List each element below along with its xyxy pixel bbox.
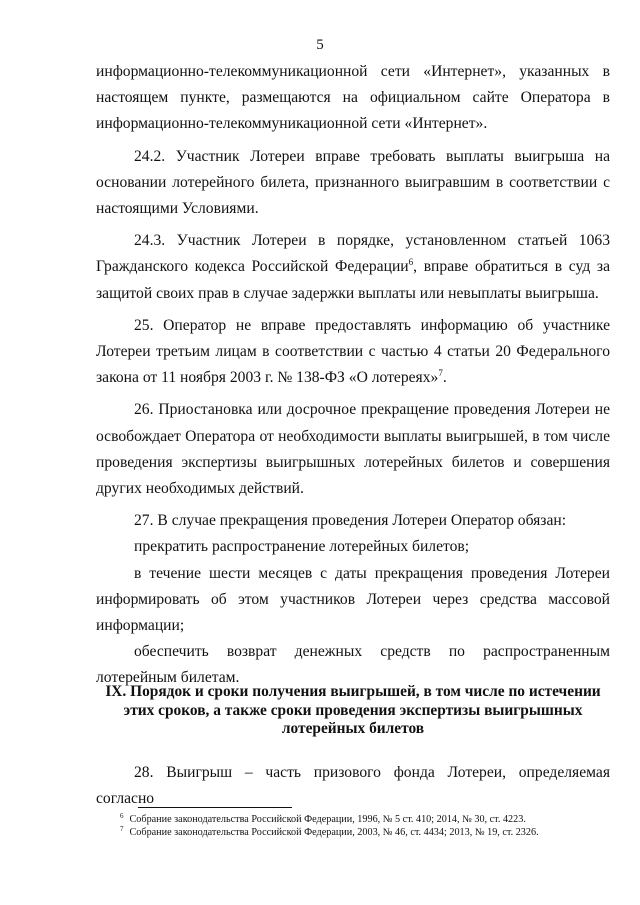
- footnote-6-text: Собрание законодательства Российской Федерации, 1996, № 5 ст. 410; 2014, № 30, ст. 4223.: [129, 814, 526, 825]
- footnote-mark-6: 6: [120, 811, 124, 820]
- paragraph-26: 26. Приостановка или досрочное прекращение проведения Лотереи не освобождает Оператора от необходимости выплаты выигрышей, в том числе проведения экспертизы выигрышных лотерейных билетов и совершения других необходимых действий.: [96, 401, 610, 498]
- paragraph-24-3: [96, 228, 610, 307]
- paragraph-24-3-text: 24.3. Участник Лотереи в порядке, установленном статьей 1063 Гражданского кодекса Российской Федерации: [96, 232, 610, 276]
- footnote-7-text: Собрание законодательства Российской Федерации, 2003, № 46, ст. 4434; 2013, № 19, ст. 2326.: [129, 827, 539, 838]
- paragraph-27-item-2: в течение шести месяцев с даты прекращения проведения Лотереи информировать об этом участников Лотереи через средства массовой информации;: [96, 564, 610, 635]
- paragraph-continuation: информационно-телекоммуникационной сети «Интернет», указанных в настоящем пункте, размещаются на официальном сайте Оператора в информационно-телекоммуникационной сети «Интернет».: [96, 63, 610, 133]
- footnote-6: [120, 813, 610, 826]
- paragraph-25: [96, 313, 610, 392]
- section-heading: [96, 683, 610, 739]
- footnote-ref-7: 7: [438, 368, 443, 379]
- footnote-7: [120, 826, 610, 839]
- footnote-divider: [138, 807, 292, 808]
- section-heading-line-2: этих сроков, а также сроки проведения экспертизы выигрышных: [123, 701, 583, 719]
- paragraph-27: 27. В случае прекращения проведения Лотереи Оператор обязан:: [134, 512, 567, 530]
- footnote-mark-7: 7: [120, 824, 124, 833]
- paragraph-25-text: 25. Оператор не вправе предоставлять информацию об участнике Лотереи третьим лицам в соответствии с частью 4 статьи 20 Федерального закона от 11 ноября 2003 г. № 138-ФЗ «О лотереях»: [96, 316, 610, 387]
- footnote-ref-6: 6: [408, 257, 414, 268]
- page-number: 5: [316, 37, 324, 53]
- paragraph-27-item-3: обеспечить возврат денежных средств по распространенным лотерейным билетам.: [96, 643, 610, 687]
- paragraph-28: 28. Выигрыш – часть призового фонда Лотереи, определяемая согласно: [96, 764, 610, 807]
- paragraph-24-2: 24.2. Участник Лотереи вправе требовать выплаты выигрыша на основании лотерейного билета, признанного выигравшим в соответствии с настоящими Условиями.: [96, 147, 610, 218]
- paragraph-24-3-text-end: , вправе обратиться в суд за защитой своих прав в случае задержки выплаты или невыплаты выигрыша.: [96, 258, 610, 302]
- section-heading-line-3: лотерейных билетов: [281, 720, 425, 737]
- paragraph-25-text-end: .: [442, 369, 447, 387]
- footnotes: [120, 813, 610, 839]
- body-text: [96, 59, 610, 692]
- paragraph-27-item-1: прекратить распространение лотерейных билетов;: [134, 538, 470, 556]
- section-heading-line-1: IX. Порядок и сроки получения выигрышей, в том числе по истечении: [105, 683, 601, 700]
